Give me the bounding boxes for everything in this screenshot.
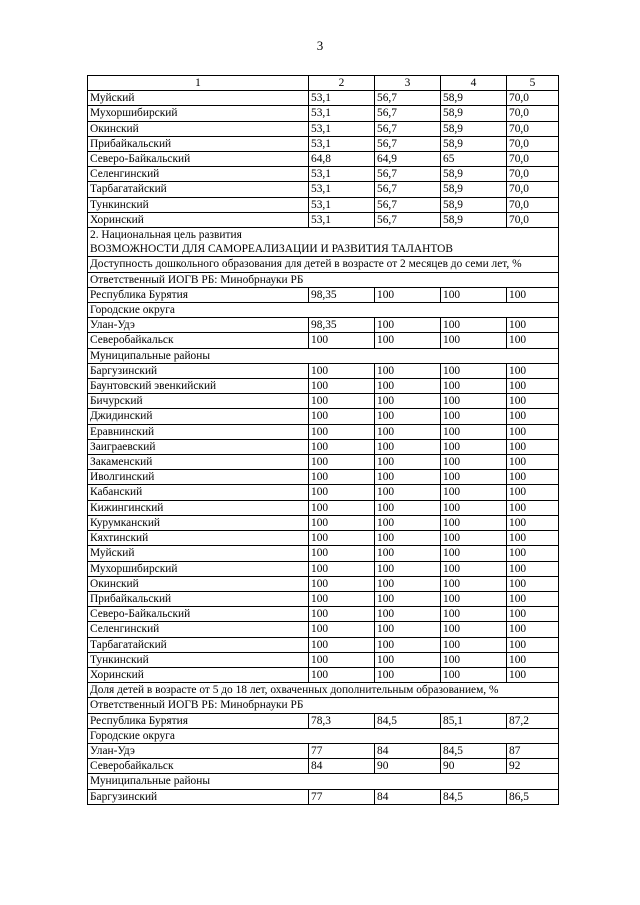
table-row [88,91,559,106]
row-label-cell: Тункинский [88,197,309,212]
value-cell: 56,7 [375,106,441,121]
value-cell: 85,1 [441,713,507,728]
value-cell: 84 [309,759,375,774]
section-cell: 2. Национальная цель развития ВОЗМОЖНОСТИ ДЛЯ САМОРЕАЛИЗАЦИИ И РАЗВИТИЯ ТАЛАНТОВ [88,228,559,257]
row-label-cell: Бичурский [88,394,309,409]
value-cell: 100 [375,546,441,561]
value-cell: 56,7 [375,167,441,182]
table-row [88,152,559,167]
value-cell: 100 [309,591,375,606]
value-cell: 100 [441,439,507,454]
table-row [88,182,559,197]
table-row [88,515,559,530]
value-cell: 87,2 [507,713,559,728]
value-cell: 100 [441,652,507,667]
value-cell: 100 [507,318,559,333]
value-cell: 53,1 [309,136,375,151]
table-row [88,743,559,758]
row-label-cell: Баунтовский эвенкийский [88,379,309,394]
row-label-cell: Кижингинский [88,500,309,515]
value-cell: 100 [375,333,441,348]
value-cell: 100 [375,318,441,333]
table-row [88,531,559,546]
value-cell: 53,1 [309,197,375,212]
value-cell: 100 [309,455,375,470]
value-cell: 100 [375,470,441,485]
value-cell: 100 [507,500,559,515]
value-cell: 100 [507,637,559,652]
value-cell: 100 [309,546,375,561]
value-cell: 70,0 [507,182,559,197]
table-row [88,439,559,454]
value-cell: 98,35 [309,287,375,302]
value-cell: 70,0 [507,91,559,106]
value-cell: 56,7 [375,212,441,227]
row-label-cell: Кабанский [88,485,309,500]
table-row [88,576,559,591]
value-cell: 77 [309,743,375,758]
value-cell: 100 [309,379,375,394]
value-cell: 100 [441,455,507,470]
table-row [88,333,559,348]
row-label-cell: Северо-Байкальский [88,152,309,167]
value-cell: 100 [375,439,441,454]
section-cell: Городские округа [88,303,559,318]
row-label-cell: Окинский [88,121,309,136]
value-cell: 98,35 [309,318,375,333]
table-row [88,667,559,682]
row-label-cell: Еравнинский [88,424,309,439]
value-cell: 70,0 [507,167,559,182]
value-cell: 100 [441,379,507,394]
value-cell: 100 [309,637,375,652]
value-cell: 100 [375,591,441,606]
value-cell: 53,1 [309,121,375,136]
value-cell: 100 [309,439,375,454]
value-cell: 100 [309,576,375,591]
value-cell: 100 [507,333,559,348]
value-cell: 58,9 [441,212,507,227]
value-cell: 100 [507,652,559,667]
value-cell: 84 [375,789,441,804]
table-row [88,424,559,439]
value-cell: 100 [309,485,375,500]
row-label-cell: Курумканский [88,515,309,530]
row-label-cell: Хоринский [88,212,309,227]
value-cell: 53,1 [309,91,375,106]
table-row [88,167,559,182]
row-label-cell: Прибайкальский [88,591,309,606]
value-cell: 100 [375,652,441,667]
table-row [88,591,559,606]
table-row [88,652,559,667]
table-row [88,470,559,485]
section-cell: Муниципальные районы [88,774,559,789]
row-label-cell: Заиграевский [88,439,309,454]
value-cell: 100 [309,394,375,409]
value-cell: 100 [375,409,441,424]
value-cell: 100 [507,439,559,454]
section-cell: Доля детей в возрасте от 5 до 18 лет, охваченных дополнительным образованием, % [88,683,559,698]
value-cell: 58,9 [441,182,507,197]
row-label-cell: Окинский [88,576,309,591]
section-row [88,698,559,713]
section-row [88,728,559,743]
row-label-cell: Северобайкальск [88,333,309,348]
value-cell: 100 [375,287,441,302]
value-cell: 100 [507,622,559,637]
value-cell: 100 [507,409,559,424]
value-cell: 100 [309,409,375,424]
value-cell: 100 [309,424,375,439]
section-row [88,257,559,272]
value-cell: 100 [441,591,507,606]
header-cell: 1 [88,76,309,91]
value-cell: 100 [441,561,507,576]
table-row [88,637,559,652]
row-label-cell: Республика Бурятия [88,713,309,728]
row-label-cell: Республика Бурятия [88,287,309,302]
header-cell: 4 [441,76,507,91]
value-cell: 100 [441,637,507,652]
row-label-cell: Тункинский [88,652,309,667]
table-row [88,561,559,576]
row-label-cell: Закаменский [88,455,309,470]
row-label-cell: Баргузинский [88,363,309,378]
row-label-cell: Северо-Байкальский [88,607,309,622]
value-cell: 58,9 [441,106,507,121]
value-cell: 100 [441,546,507,561]
table-row [88,409,559,424]
table-header-row [88,76,559,91]
value-cell: 53,1 [309,212,375,227]
value-cell: 100 [309,561,375,576]
value-cell: 100 [375,455,441,470]
value-cell: 100 [375,515,441,530]
section-cell: Муниципальные районы [88,348,559,363]
row-label-cell: Тарбагатайский [88,637,309,652]
section-cell: Ответственный ИОГВ РБ: Минобрнауки РБ [88,272,559,287]
header-cell: 5 [507,76,559,91]
value-cell: 100 [441,485,507,500]
table-row [88,789,559,804]
value-cell: 100 [507,546,559,561]
value-cell: 100 [441,531,507,546]
value-cell: 100 [309,333,375,348]
value-cell: 100 [507,591,559,606]
value-cell: 100 [507,607,559,622]
row-label-cell: Улан-Удэ [88,743,309,758]
table-row [88,500,559,515]
table-row [88,212,559,227]
table-row [88,379,559,394]
table-row [88,622,559,637]
section-row [88,348,559,363]
value-cell: 70,0 [507,106,559,121]
value-cell: 100 [441,500,507,515]
value-cell: 100 [441,667,507,682]
value-cell: 90 [375,759,441,774]
value-cell: 56,7 [375,197,441,212]
value-cell: 65 [441,152,507,167]
value-cell: 100 [507,455,559,470]
value-cell: 100 [375,485,441,500]
value-cell: 100 [507,485,559,500]
value-cell: 100 [375,576,441,591]
value-cell: 86,5 [507,789,559,804]
value-cell: 100 [375,561,441,576]
value-cell: 100 [507,667,559,682]
value-cell: 90 [441,759,507,774]
table-row [88,106,559,121]
table-row [88,759,559,774]
value-cell: 100 [441,318,507,333]
value-cell: 100 [375,424,441,439]
value-cell: 100 [507,561,559,576]
value-cell: 58,9 [441,167,507,182]
value-cell: 100 [375,363,441,378]
value-cell: 100 [507,424,559,439]
value-cell: 70,0 [507,121,559,136]
row-label-cell: Джидинский [88,409,309,424]
value-cell: 64,9 [375,152,441,167]
value-cell: 84,5 [441,743,507,758]
value-cell: 70,0 [507,152,559,167]
row-label-cell: Мухоршибирский [88,106,309,121]
value-cell: 58,9 [441,197,507,212]
value-cell: 56,7 [375,121,441,136]
row-label-cell: Хоринский [88,667,309,682]
value-cell: 56,7 [375,136,441,151]
value-cell: 64,8 [309,152,375,167]
section-row [88,228,559,257]
section-row [88,683,559,698]
value-cell: 100 [375,500,441,515]
value-cell: 53,1 [309,182,375,197]
value-cell: 58,9 [441,121,507,136]
value-cell: 100 [375,622,441,637]
table-row [88,546,559,561]
value-cell: 100 [507,515,559,530]
value-cell: 100 [507,531,559,546]
value-cell: 100 [507,576,559,591]
section-cell: Доступность дошкольного образования для детей в возрасте от 2 месяцев до семи лет, % [88,257,559,272]
value-cell: 53,1 [309,106,375,121]
row-label-cell: Северобайкальск [88,759,309,774]
value-cell: 58,9 [441,136,507,151]
section-row [88,774,559,789]
value-cell: 100 [309,667,375,682]
indicators-table [87,75,559,805]
value-cell: 100 [441,394,507,409]
row-label-cell: Селенгинский [88,167,309,182]
value-cell: 100 [507,379,559,394]
value-cell: 100 [441,363,507,378]
value-cell: 92 [507,759,559,774]
value-cell: 77 [309,789,375,804]
value-cell: 100 [507,287,559,302]
value-cell: 100 [309,470,375,485]
table-row [88,713,559,728]
value-cell: 84,5 [441,789,507,804]
row-label-cell: Тарбагатайский [88,182,309,197]
value-cell: 53,1 [309,167,375,182]
value-cell: 100 [375,667,441,682]
value-cell: 100 [507,363,559,378]
value-cell: 100 [375,607,441,622]
value-cell: 100 [507,470,559,485]
table-row [88,455,559,470]
table-row [88,121,559,136]
value-cell: 100 [441,287,507,302]
value-cell: 100 [309,622,375,637]
row-label-cell: Мухоршибирский [88,561,309,576]
table-row [88,394,559,409]
value-cell: 100 [309,607,375,622]
row-label-cell: Муйский [88,91,309,106]
table-row [88,318,559,333]
table-row [88,485,559,500]
table-row [88,136,559,151]
value-cell: 100 [441,607,507,622]
value-cell: 70,0 [507,197,559,212]
value-cell: 100 [309,515,375,530]
value-cell: 100 [375,531,441,546]
value-cell: 84 [375,743,441,758]
value-cell: 84,5 [375,713,441,728]
section-cell: Ответственный ИОГВ РБ: Минобрнауки РБ [88,698,559,713]
header-cell: 3 [375,76,441,91]
page-number: 3 [316,38,324,53]
row-label-cell: Муйский [88,546,309,561]
row-label-cell: Улан-Удэ [88,318,309,333]
section-row [88,303,559,318]
row-label-cell: Селенгинский [88,622,309,637]
value-cell: 100 [375,379,441,394]
value-cell: 87 [507,743,559,758]
value-cell: 100 [441,515,507,530]
value-cell: 100 [375,637,441,652]
section-cell: Городские округа [88,728,559,743]
row-label-cell: Кяхтинский [88,531,309,546]
value-cell: 56,7 [375,91,441,106]
table-row [88,363,559,378]
table-row [88,607,559,622]
header-cell: 2 [309,76,375,91]
row-label-cell: Иволгинский [88,470,309,485]
value-cell: 56,7 [375,182,441,197]
row-label-cell: Баргузинский [88,789,309,804]
value-cell: 70,0 [507,136,559,151]
value-cell: 100 [309,652,375,667]
value-cell: 100 [441,622,507,637]
value-cell: 70,0 [507,212,559,227]
table-row [88,197,559,212]
row-label-cell: Прибайкальский [88,136,309,151]
value-cell: 100 [441,333,507,348]
value-cell: 100 [507,394,559,409]
value-cell: 100 [309,531,375,546]
value-cell: 78,3 [309,713,375,728]
value-cell: 100 [309,500,375,515]
value-cell: 100 [441,424,507,439]
value-cell: 100 [441,576,507,591]
value-cell: 100 [375,394,441,409]
value-cell: 100 [309,363,375,378]
table-row [88,287,559,302]
value-cell: 58,9 [441,91,507,106]
section-row [88,272,559,287]
value-cell: 100 [441,470,507,485]
value-cell: 100 [441,409,507,424]
